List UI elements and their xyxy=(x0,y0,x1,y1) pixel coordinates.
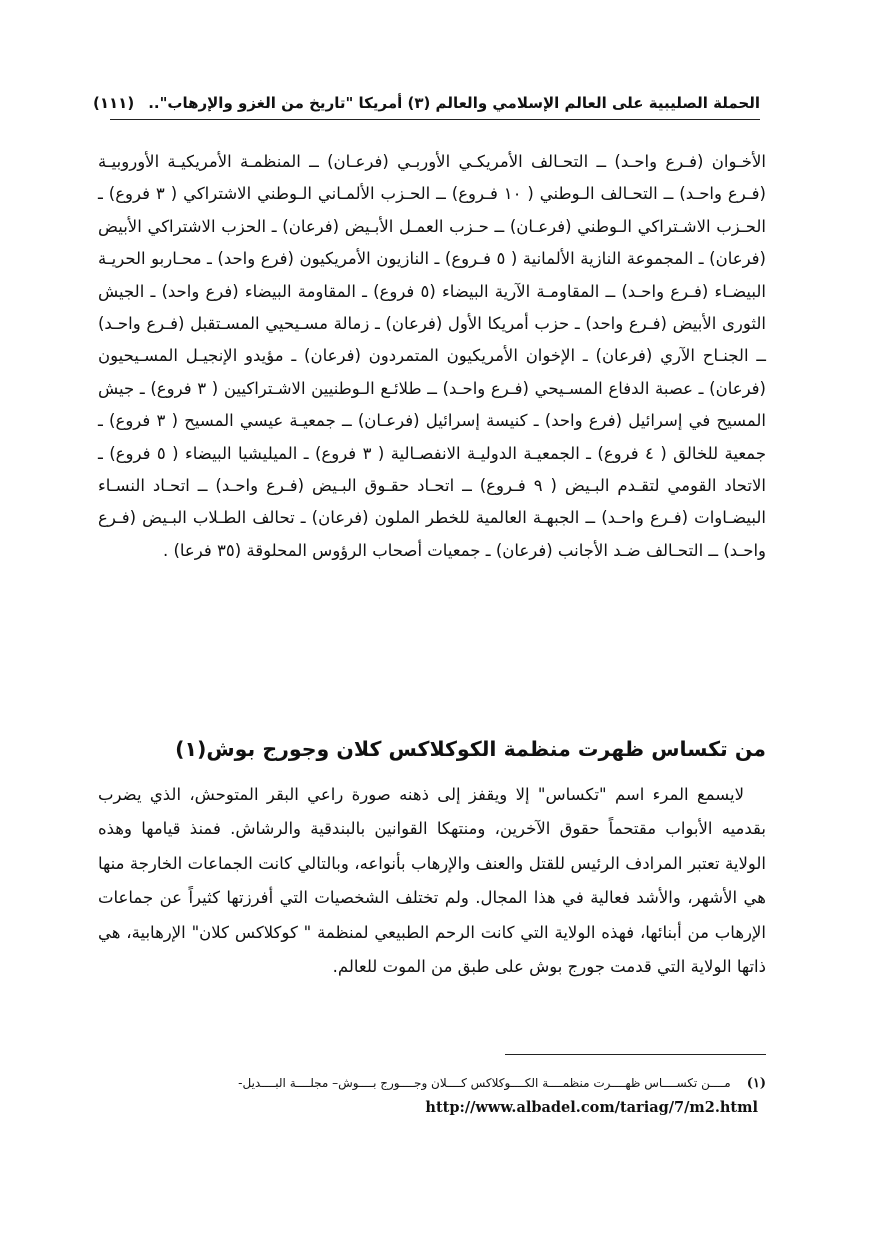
texas-paragraph: لايسمع المرء اسم "تكساس" إلا ويقفز إلى ذهنه صورة راعي البقر المتوحش، الذي يضرب بقدميه الأبواب مقتحماً حقوق الآخرين، ومنتهكا القوانين بالبندقية والرشاش. فمنذ قيامها وهذه الولاية تعتبر المرادف الرئيس للقتل والعنف والإرهاب بأنواعه، وبالتالي كانت الجماعات الخارجة منها هي الأشهر، والأشد فعالية في هذا المجال. ولم تختلف الشخصيات التي أفرزتها كثيراً عن جماعات الإرهاب من أبنائها، فهذه الولاية التي كانت الرحم الطبيعي لمنظمة " كوكلاكس كلان" الإرهابية، هي ذاتها الولاية التي قدمت جورج بوش على طبق من الموت للعالم. xyxy=(98,785,766,977)
running-header xyxy=(93,86,760,120)
section-heading: من تكساس ظهرت منظمة الكوكلاكس كلان وجورج بوش(١) xyxy=(175,737,766,761)
organizations-list-paragraph: الأخـوان (فـرع واحـد) ــ التحـالف الأمريكـي الأوربـي (فرعـان) ــ المنظمـة الأمريكيـة الأوروبيـة (فـرع واحـد) ــ التحـالف الـوطني ( ١٠ فـروع) ــ الحـزب الألمـاني الـوطني الاشتراكي ( ٣ فروع) ـ الحـزب الاشـتراكي الـوطني (فرعـان) ــ حـزب العمـل الأبـيض (فرعان) ـ الحزب الاشتراكي الأبيض (فرعان) ـ المجموعة النازية الألمانية ( ٥ فـروع) ـ النازيون الأمريكيون (فرع واحد) ـ محـاربو الحريـة البيضـاء (فـرع واحـد) ــ المقاومـة الآرية البيضاء (٥ فروع) ـ المقاومة البيضاء (فرع واحد) ـ الجيش الثورى الأبيض (فـرع واحد) ـ حزب أمريكا الأول (فرعان) ـ زمالة مسـيحيي المسـتقبل (فـرع واحـد) ــ الجنـاح الآري (فرعان) ـ الإخوان الأمريكيون المتمردون (فرعان) ـ مؤيدو الإنجيـل المسـيحيون (فرعان) ـ عصبة الدفاع المسـيحي (فـرع واحـد) ــ طلائـع الـوطنيين الاشـتراكيين ( ٣ فروع) ـ جيش المسيح في إسرائيل (فرع واحد) ـ كنيسة إسرائيل (فرعـان) ــ جمعيـة عيسي المسيح ( ٣ فروع) ـ جمعية للخالق ( ٤ فروع) ـ الجمعيـة الدوليـة الانفصـالية ( ٣ فروع) ـ الميليشيا البيضاء ( ٥ فروع) ـ الاتحاد القومي لتقـدم البـيض ( ٩ فـروع) ــ اتحـاد حقـوق البـيض (فـرع واحـد) ــ اتحـاد النسـاء البيضـاوات (فـرع واحـد) ــ الجبهـة العالمية للخطر الملون (فرعان) ـ تحالف الطـلاب البـيض (فـرع واحـد) ــ التحـالف ضـد الأجانب (فرعان) ـ جمعيات أصحاب الرؤوس المحلوقة (٣٥ فرعا) . xyxy=(98,152,767,560)
footnote-url[interactable]: http://www.albadel.com/tariag/7/m2.html xyxy=(425,1099,758,1116)
footnote-text: مــــن تكســــاس ظهــــرت منظمــــة الكــــوكلاكس كــــلان وجــــورج بــــوش– مجلــــة البــــديل- xyxy=(238,1076,731,1090)
footnote-separator xyxy=(505,1054,766,1055)
page-number: (١١١) xyxy=(93,93,135,112)
header-title: الحملة الصليبية على العالم الإسلامي والعالم (٣) أمريكا "تاريخ من الغزو والإرهاب".. xyxy=(148,93,760,112)
footnote xyxy=(108,1072,766,1119)
footnote-marker: (١) xyxy=(746,1076,766,1091)
